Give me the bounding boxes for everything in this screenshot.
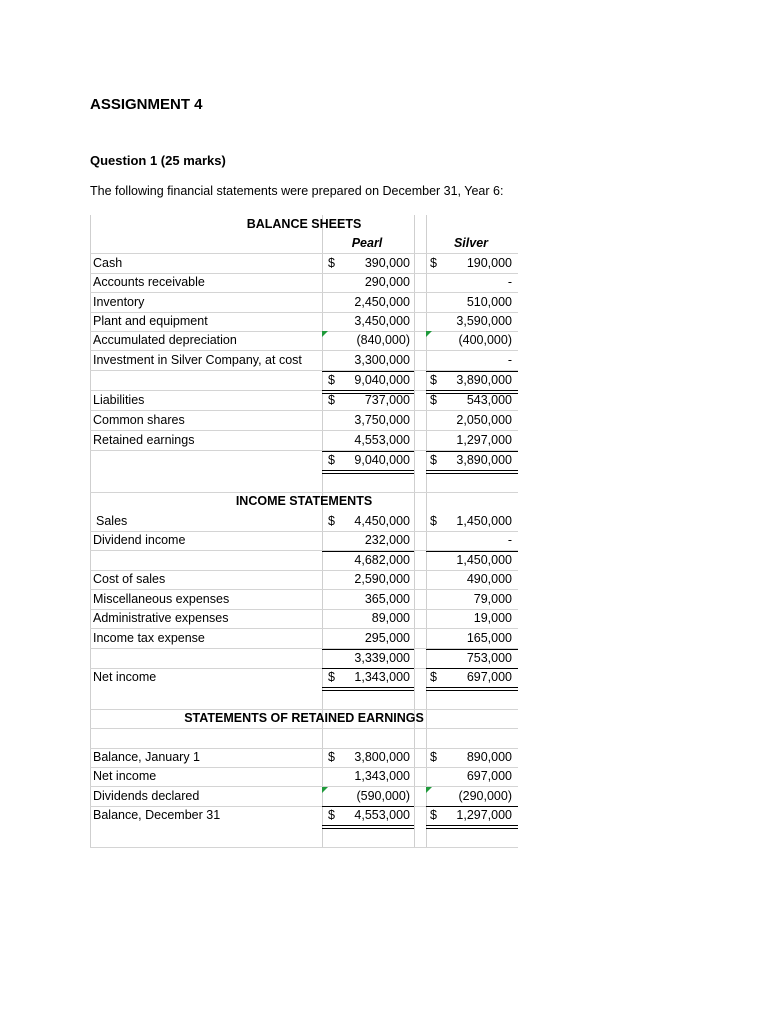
row-label: Miscellaneous expenses <box>93 592 230 606</box>
currency-symbol: $ <box>328 514 335 528</box>
currency-symbol: $ <box>430 393 437 407</box>
table-row <box>90 331 518 351</box>
currency-symbol: $ <box>430 373 437 387</box>
silver-value: 697,000 <box>466 670 512 684</box>
table-row <box>90 551 518 571</box>
pearl-total: 9,040,000 <box>354 373 410 387</box>
table-row <box>90 411 518 431</box>
currency-symbol: $ <box>430 750 437 764</box>
silver-total: 3,890,000 <box>456 373 512 387</box>
pearl-value: 2,590,000 <box>354 572 410 586</box>
currency-symbol: $ <box>328 670 335 684</box>
pearl-value: (590,000) <box>356 789 410 803</box>
table-row <box>90 668 518 687</box>
silver-value: 543,000 <box>466 393 512 407</box>
row-label: Net income <box>93 670 157 684</box>
silver-subtotal: 753,000 <box>466 651 512 665</box>
table-row <box>90 492 518 511</box>
table-row <box>90 293 518 313</box>
assignment-title: ASSIGNMENT 4 <box>90 96 203 113</box>
pearl-value: 2,450,000 <box>354 295 410 309</box>
error-indicator-icon <box>322 787 328 793</box>
table-row <box>90 531 518 551</box>
table-row <box>90 806 518 825</box>
silver-value: - <box>507 353 512 367</box>
silver-value: 490,000 <box>466 572 512 586</box>
table-row <box>90 273 518 293</box>
pearl-value: 3,450,000 <box>354 314 410 328</box>
silver-value: 1,297,000 <box>456 808 512 822</box>
currency-symbol: $ <box>430 808 437 822</box>
row-label: Common shares <box>93 413 185 427</box>
table-row <box>90 570 518 590</box>
row-label: Balance, January 1 <box>93 750 201 764</box>
pearl-value: 290,000 <box>364 275 410 289</box>
pearl-value: 232,000 <box>364 533 410 547</box>
pearl-value: 1,343,000 <box>354 769 410 783</box>
table-row <box>90 748 518 768</box>
error-indicator-icon <box>426 787 432 793</box>
row-label: Sales <box>96 514 128 528</box>
row-label: Income tax expense <box>93 631 205 645</box>
pearl-subtotal: 4,682,000 <box>354 553 410 567</box>
pearl-value: 89,000 <box>371 611 410 625</box>
silver-value: 1,297,000 <box>456 433 512 447</box>
silver-value: 510,000 <box>466 295 512 309</box>
currency-symbol: $ <box>328 393 335 407</box>
pearl-value: 3,300,000 <box>354 353 410 367</box>
row-label: Investment in Silver Company, at cost <box>93 353 302 367</box>
table-row <box>90 215 518 234</box>
balance-sheets-heading: BALANCE SHEETS <box>246 217 362 231</box>
row-label: Balance, December 31 <box>93 808 221 822</box>
silver-value: - <box>507 275 512 289</box>
currency-symbol: $ <box>328 373 335 387</box>
currency-symbol: $ <box>328 808 335 822</box>
table-row <box>90 431 518 451</box>
table-row <box>90 473 518 493</box>
income-statements-heading: INCOME STATEMENTS <box>235 494 373 508</box>
silver-value: 697,000 <box>466 769 512 783</box>
table-row <box>90 391 518 411</box>
silver-value: 165,000 <box>466 631 512 645</box>
table-row <box>90 828 518 848</box>
table-row <box>90 512 518 532</box>
row-label: Dividends declared <box>93 789 200 803</box>
table-row <box>90 629 518 649</box>
table-row <box>90 590 518 610</box>
row-label: Accounts receivable <box>93 275 205 289</box>
intro-text: The following financial statements were prepared on December 31, Year 6: <box>90 184 504 198</box>
table-row <box>90 729 518 749</box>
pearl-value: 4,450,000 <box>354 514 410 528</box>
column-header-silver: Silver <box>453 236 489 250</box>
pearl-subtotal: 3,339,000 <box>354 651 410 665</box>
silver-value: (290,000) <box>458 789 512 803</box>
silver-value: (400,000) <box>458 333 512 347</box>
pearl-value: 737,000 <box>364 393 410 407</box>
row-label: Administrative expenses <box>93 611 229 625</box>
silver-total: 3,890,000 <box>456 453 512 467</box>
row-label: Accumulated depreciation <box>93 333 237 347</box>
silver-subtotal: 1,450,000 <box>456 553 512 567</box>
silver-value: 890,000 <box>466 750 512 764</box>
silver-value: - <box>507 533 512 547</box>
table-row <box>90 787 518 807</box>
pearl-value: 4,553,000 <box>354 433 410 447</box>
column-header-pearl: Pearl <box>351 236 383 250</box>
pearl-value: 295,000 <box>364 631 410 645</box>
currency-symbol: $ <box>430 514 437 528</box>
table-row <box>90 767 518 787</box>
silver-value: 79,000 <box>473 592 512 606</box>
table-row <box>90 709 518 729</box>
pearl-value: 1,343,000 <box>354 670 410 684</box>
error-indicator-icon <box>426 331 432 337</box>
pearl-value: 3,800,000 <box>354 750 410 764</box>
table-row <box>90 451 518 470</box>
financial-statements-sheet <box>90 215 518 848</box>
silver-value: 19,000 <box>473 611 512 625</box>
currency-symbol: $ <box>328 750 335 764</box>
table-row <box>90 312 518 332</box>
row-label: Net income <box>93 769 157 783</box>
table-row <box>90 649 518 669</box>
pearl-total: 9,040,000 <box>354 453 410 467</box>
row-label: Cost of sales <box>93 572 166 586</box>
pearl-value: 390,000 <box>364 256 410 270</box>
question-heading: Question 1 (25 marks) <box>90 153 226 168</box>
table-row <box>90 351 518 371</box>
table-row <box>90 609 518 629</box>
error-indicator-icon <box>322 331 328 337</box>
pearl-value: 365,000 <box>364 592 410 606</box>
row-label: Cash <box>93 256 123 270</box>
silver-value: 3,590,000 <box>456 314 512 328</box>
row-label: Dividend income <box>93 533 186 547</box>
pearl-value: 4,553,000 <box>354 808 410 822</box>
row-label: Liabilities <box>93 393 145 407</box>
currency-symbol: $ <box>328 453 335 467</box>
table-row <box>90 254 518 274</box>
currency-symbol: $ <box>430 256 437 270</box>
table-row <box>90 690 518 710</box>
silver-value: 1,450,000 <box>456 514 512 528</box>
row-label: Inventory <box>93 295 145 309</box>
silver-value: 2,050,000 <box>456 413 512 427</box>
table-row <box>90 234 518 254</box>
retained-earnings-heading: STATEMENTS OF RETAINED EARNINGS <box>184 711 424 725</box>
row-label: Plant and equipment <box>93 314 208 328</box>
currency-symbol: $ <box>430 453 437 467</box>
currency-symbol: $ <box>328 256 335 270</box>
table-row <box>90 371 518 391</box>
silver-value: 190,000 <box>466 256 512 270</box>
pearl-value: 3,750,000 <box>354 413 410 427</box>
currency-symbol: $ <box>430 670 437 684</box>
row-label: Retained earnings <box>93 433 195 447</box>
pearl-value: (840,000) <box>356 333 410 347</box>
